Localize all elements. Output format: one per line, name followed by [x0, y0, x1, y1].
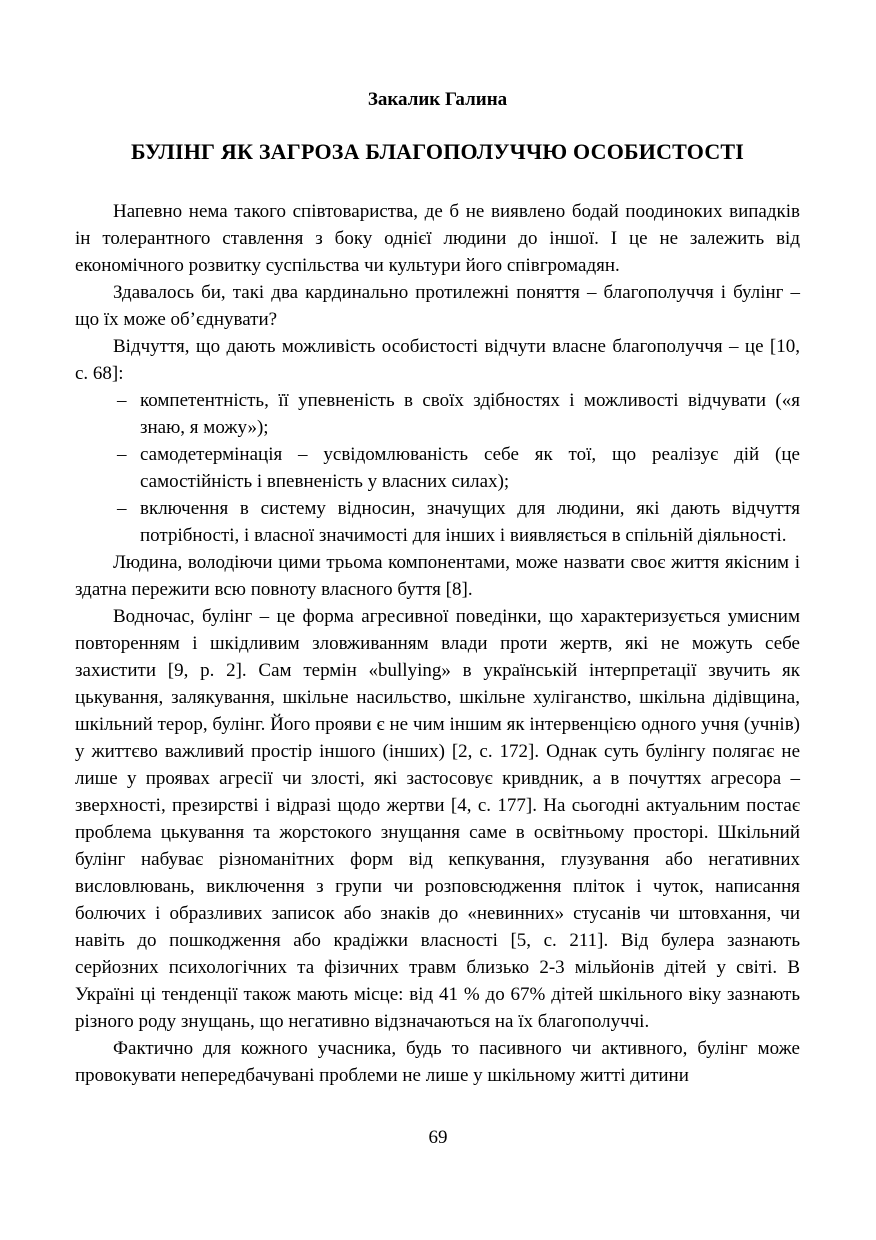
list-item [75, 387, 800, 441]
body-text [75, 198, 800, 1089]
author-name: Закалик Галина [367, 89, 508, 110]
dash-list [75, 387, 800, 549]
list-item-text: компетентність, її упевненість в своїх здібностях і можливості відчувати («я знаю, я можу»); [140, 390, 800, 438]
dash-marker: – [117, 390, 127, 411]
paragraph-bullying-definition: Водночас, булінг – це форма агресивної поведінки, що характеризується умисним повторенням і шкідливим зловживанням влади проти жертв, які не можуть себе захистити [9, р. 2]. Сам термін «bullying» в українській інтерпретації звучить як цькування, залякування, шкільне насильство, шкільне хуліганство, шкільна дідівщина, шкільний терор, булінг. Його прояви є не чим іншим як інтервенцією одного учня (учнів) у життєво важливий простір іншого (інших) [2, с. 172]. Однак суть булінгу полягає не лише у проявах агресії чи злості, які застосовує кривдник, а в почуттях агресора – зверхності, презирстві і відразі щодо жертви [4, с. 177]. На сьогодні актуальним постає проблема цькування та жорстокого знущання саме в освітньому просторі. Шкільний булінг набуває різноманітних форм від кепкування, глузування або негативних висловлювань, виключення з групи чи розповсюдження пліток і чуток, написання болючих і образливих записок або знаків до «невинних» стусанів чи штовхання, чи навіть до пошкодження або крадіжки власності [5, с. 211]. Від булера зазнають серйозних психологічних та фізичних травм близько 2-3 мільйонів дітей у світі. В Україні ці тенденції також мають місце: від 41 % до 67% дітей шкільного віку зазнають різного роду знущань, що негативно відзначаються на їх благополуччі. [75, 606, 800, 1032]
paragraph-intro: Напевно нема такого співтовариства, де б не виявлено бодай поодиноких випадків ін толерантного ставлення з боку однієї людини до іншої. І це не залежить від економічного розвитку суспільства чи культури його співгромадян. [75, 201, 800, 276]
paragraph-list-lead: Відчуття, що дають можливість особистості відчути власне благополуччя – це [10, с. 68]: [75, 336, 800, 384]
list-item [75, 441, 800, 495]
paragraph-closing: Фактично для кожного учасника, будь то пасивного чи активного, булінг може провокувати непередбачувані проблеми не лише у шкільному житті дитини [75, 1038, 800, 1086]
list-item [75, 495, 800, 549]
page-number: 69 [428, 1127, 448, 1148]
list-item-text: включення в систему відносин, значущих для людини, які дають відчуття потрібності, і власної значимості для інших і виявляється в спільній діяльності. [140, 498, 800, 546]
dash-marker: – [117, 444, 127, 465]
paragraph-components: Людина, володіючи цими трьома компонентами, може назвати своє життя якісним і здатна пережити всю повноту власного буття [8]. [75, 552, 800, 600]
list-item-text: самодетермінація – усвідомлюваність себе як тої, що реалізує дій (це самостійність і впевненість у власних силах); [140, 444, 800, 492]
dash-marker: – [117, 498, 127, 519]
page-title: БУЛІНГ ЯК ЗАГРОЗА БЛАГОПОЛУЧЧЮ ОСОБИСТОСТІ [130, 139, 745, 164]
paragraph-question: Здавалось би, такі два кардинально протилежні поняття – благополуччя і булінг – що їх може об’єднувати? [75, 282, 800, 330]
